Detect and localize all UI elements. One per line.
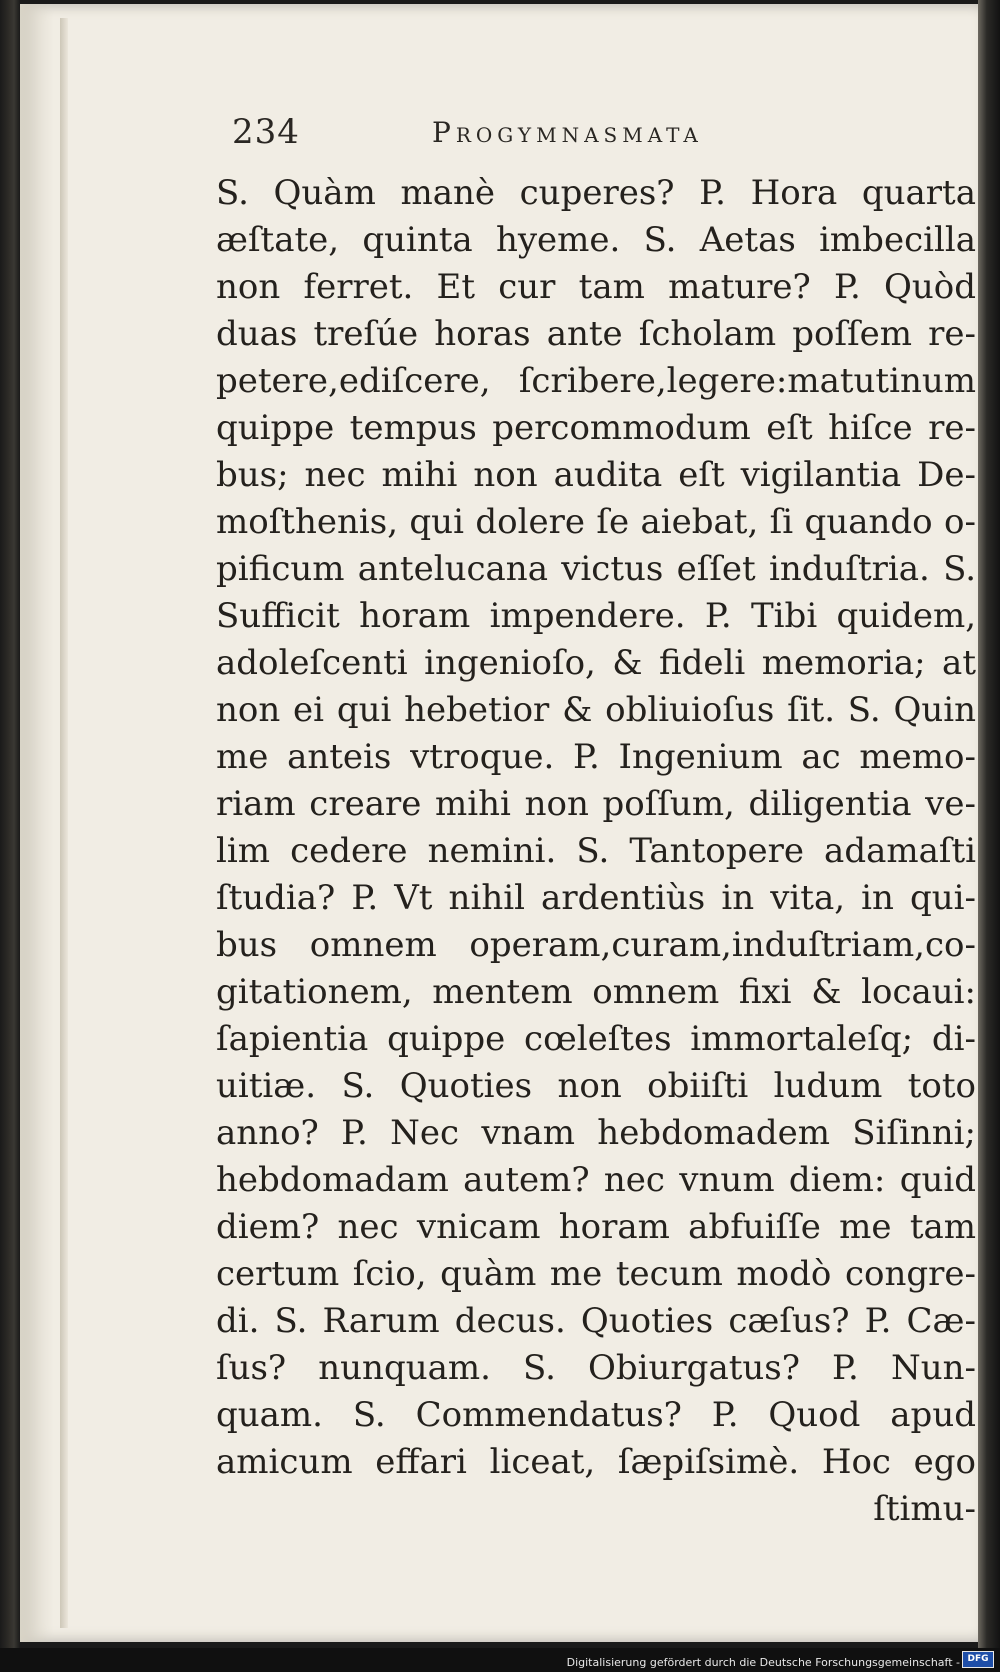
- book-page: [20, 4, 988, 1642]
- text-line: quam. S. Commendatus? P. Quod apud: [216, 1395, 976, 1435]
- text-line: uitiæ. S. Quoties non obiiſti ludum toto: [216, 1066, 976, 1106]
- catchword: ſtimu-: [873, 1489, 976, 1529]
- text-line: Sufficit horam impendere. P. Tibi quidem,: [216, 596, 976, 636]
- text-line: moſthenis, qui dolere ſe aiebat, ſi quando o-: [216, 502, 976, 542]
- text-line: petere,ediſcere, ſcribere,legere:matutinum: [216, 361, 976, 401]
- text-line: amicum effari liceat, ſæpiſsimè. Hoc ego: [216, 1442, 976, 1482]
- text-line: ſapientia quippe cœleſtes immortaleſq; di-: [216, 1019, 976, 1059]
- page-header: [232, 112, 812, 164]
- text-line: non ferret. Et cur tam mature? P. Quòd: [216, 267, 976, 307]
- text-line: duas treſúe horas ante ſcholam poſſem re-: [216, 314, 976, 354]
- running-title: Progymnasmata: [432, 116, 703, 149]
- text-line: anno? P. Nec vnam hebdomadem Siſinni;: [216, 1113, 976, 1153]
- text-line: pificum antelucana victus eſſet induſtria. S.: [216, 549, 976, 589]
- text-line: æſtate, quinta hyeme. S. Aetas imbecilla: [216, 220, 976, 260]
- text-line: di. S. Rarum decus. Quoties cæſus? P. Cæ-: [216, 1301, 976, 1341]
- page-number: 234: [232, 112, 300, 152]
- text-line: me anteis vtroque. P. Ingenium ac memo-: [216, 737, 976, 777]
- text-line: certum ſcio, quàm me tecum modò congre-: [216, 1254, 976, 1294]
- text-line: gitationem, mentem omnem fixi & locaui:: [216, 972, 976, 1012]
- text-line: S. Quàm manè cuperes? P. Hora quarta: [216, 173, 976, 213]
- text-line: hebdomadam autem? nec vnum diem: quid: [216, 1160, 976, 1200]
- page-fold-edge: [60, 18, 68, 1628]
- footer-bar: [0, 1648, 1000, 1672]
- text-line: lim cedere nemini. S. Tantopere adamaſti: [216, 831, 976, 871]
- text-line: non ei qui hebetior & obliuioſus ſit. S. Quin: [216, 690, 976, 730]
- text-line: ſus? nunquam. S. Obiurgatus? P. Nun-: [216, 1348, 976, 1388]
- text-line: riam creare mihi non poſſum, diligentia ve-: [216, 784, 976, 824]
- text-line: bus omnem operam,curam,induſtriam,co-: [216, 925, 976, 965]
- body-text: [216, 170, 976, 1533]
- funding-credit: Digitalisierung gefördert durch die Deutsche Forschungsgemeinschaft -: [566, 1656, 960, 1669]
- dfg-logo-icon: DFG: [962, 1651, 994, 1668]
- text-line: quippe tempus percommodum eſt hiſce re-: [216, 408, 976, 448]
- text-line: ſtudia? P. Vt nihil ardentiùs in vita, in qui-: [216, 878, 976, 918]
- text-line: adoleſcenti ingenioſo, & fideli memoria; at: [216, 643, 976, 683]
- text-line: bus; nec mihi non audita eſt vigilantia De-: [216, 455, 976, 495]
- text-line: diem? nec vnicam horam abfuiſſe me tam: [216, 1207, 976, 1247]
- book-right-edge: [978, 0, 1000, 1672]
